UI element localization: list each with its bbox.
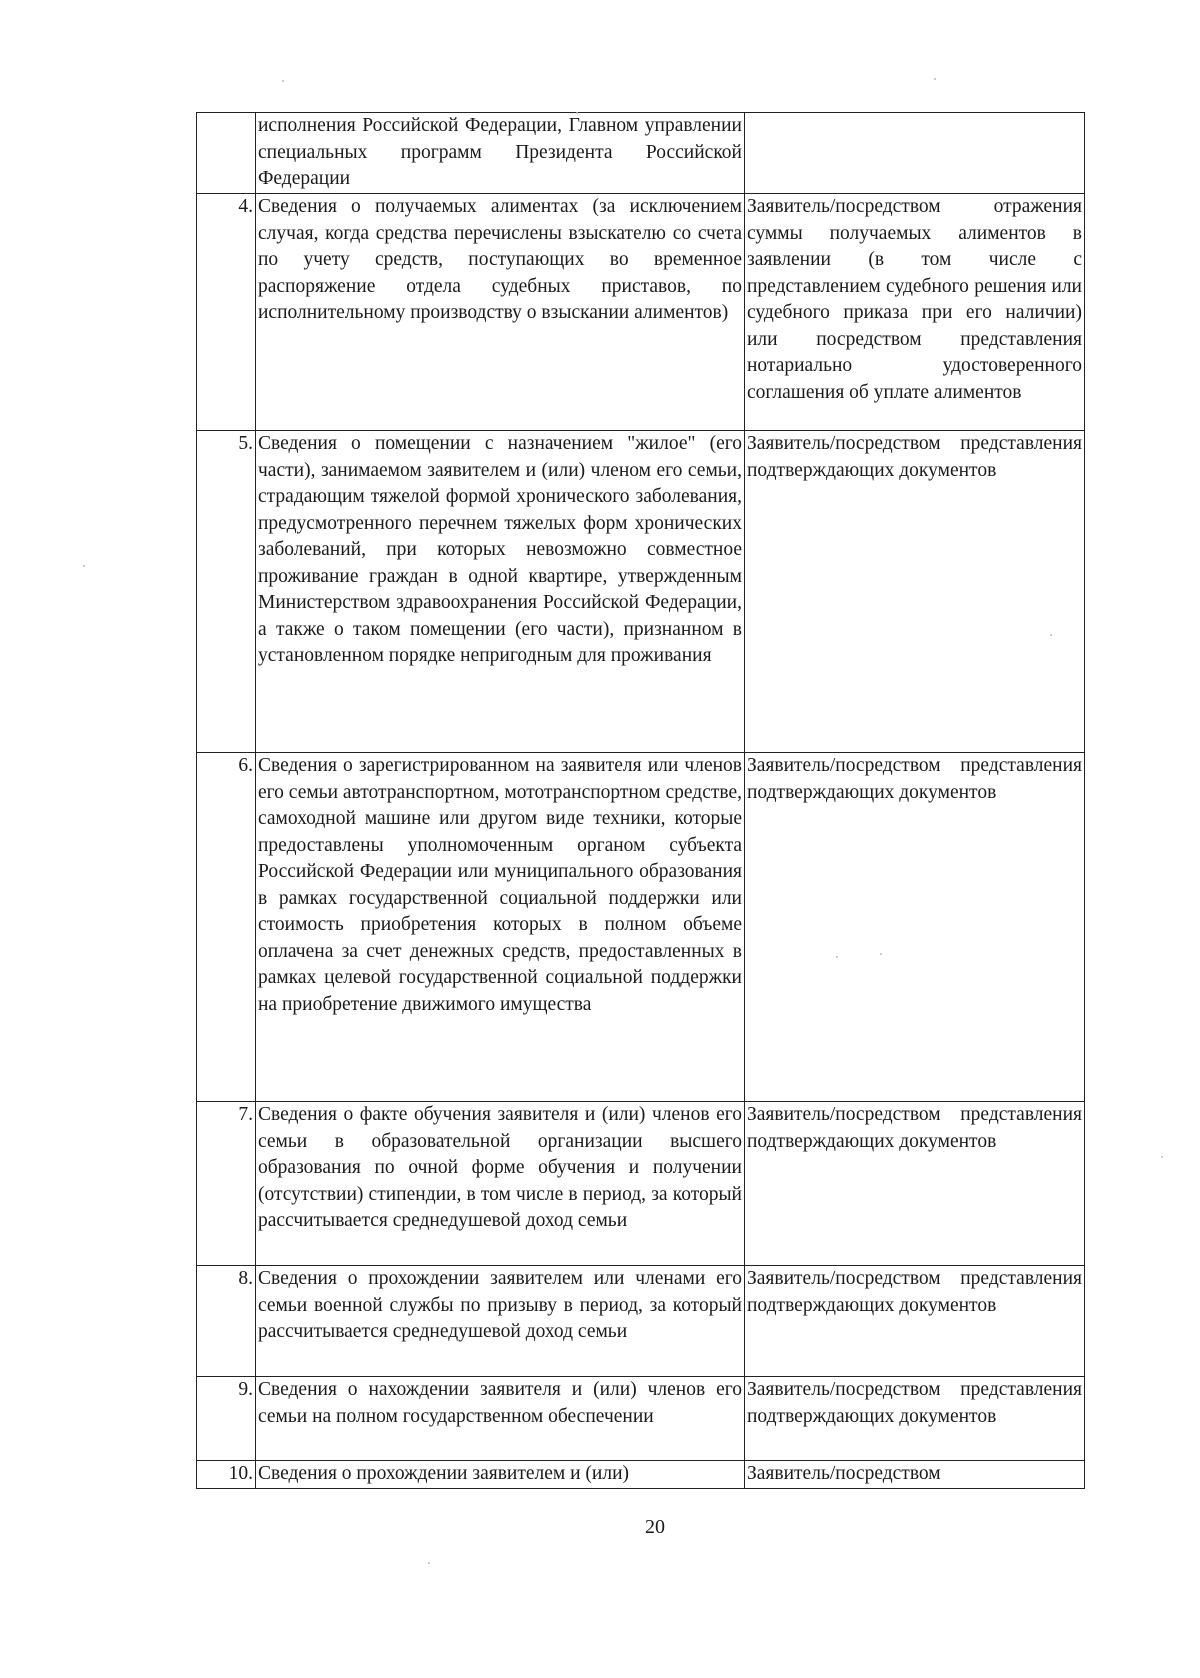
row-source <box>745 113 1085 194</box>
scan-speck <box>1050 634 1052 636</box>
row-number: 7. <box>197 1102 256 1266</box>
scan-speck <box>576 112 578 114</box>
table-row <box>197 753 1085 1102</box>
row-number: 6. <box>197 753 256 1102</box>
row-number <box>197 113 256 194</box>
row-source: Заявитель/посредством отражения суммы получаемых алиментов в заявлении (в том числе с представлением судебного решения или судебного приказа при его наличии) или посредством представления нотариально удостоверенного соглашения об уплате алиментов <box>745 194 1085 431</box>
scan-speck <box>1161 1156 1163 1158</box>
row-number: 5. <box>197 431 256 753</box>
scan-speck <box>836 956 838 958</box>
scan-speck <box>934 78 936 80</box>
table-row <box>197 1102 1085 1266</box>
row-description: Сведения о нахождении заявителя и (или) членов его семьи на полном государственном обеспечении <box>256 1377 745 1461</box>
row-description: исполнения Российской Федерации, Главном управлении специальных программ Президента Российской Федерации <box>256 113 745 194</box>
row-description: Сведения о факте обучения заявителя и (или) членов его семьи в образовательной организации высшего образования по очной форме обучения и получении (отсутствии) стипендии, в том числе в период, за который рассчитывается среднедушевой доход семьи <box>256 1102 745 1266</box>
row-number: 8. <box>197 1266 256 1377</box>
table-row <box>197 1266 1085 1377</box>
row-source: Заявитель/посредством представления подтверждающих документов <box>745 753 1085 1102</box>
row-source: Заявитель/посредством <box>745 1461 1085 1489</box>
row-source: Заявитель/посредством представления подтверждающих документов <box>745 1377 1085 1461</box>
row-number: 4. <box>197 194 256 431</box>
scan-speck <box>428 1562 430 1564</box>
table-row <box>197 1377 1085 1461</box>
row-source: Заявитель/посредством представления подтверждающих документов <box>745 1102 1085 1266</box>
row-number: 10. <box>197 1461 256 1489</box>
row-source: Заявитель/посредством представления подтверждающих документов <box>745 1266 1085 1377</box>
table-row <box>197 1461 1085 1489</box>
table-row <box>197 194 1085 431</box>
scan-speck <box>880 953 882 955</box>
row-description: Сведения о помещении с назначением "жилое" (его части), занимаемом заявителем и (или) членом его семьи, страдающим тяжелой формой хронического заболевания, предусмотренного перечнем тяжелых форм хронических заболеваний, при которых невозможно совместное проживание граждан в одной квартире, утвержденным Министерством здравоохранения Российской Федерации, а также о таком помещении (его части), признанном в установленном порядке непригодным для проживания <box>256 431 745 753</box>
documents-table <box>196 112 1085 1489</box>
row-description: Сведения о прохождении заявителем или членами его семьи военной службы по призыву в период, за который рассчитывается среднедушевой доход семьи <box>256 1266 745 1377</box>
row-source: Заявитель/посредством представления подтверждающих документов <box>745 431 1085 753</box>
row-description: Сведения о зарегистрированном на заявителя или членов его семьи автотранспортном, мототранспортном средстве, самоходной машине или другом виде техники, которые предоставлены уполномоченным органом субъекта Российской Федерации или муниципального образования в рамках государственной социальной поддержки или стоимость приобретения которых в полном объеме оплачена за счет денежных средств, предоставленных в рамках целевой государственной социальной поддержки на приобретение движимого имущества <box>256 753 745 1102</box>
scan-speck <box>282 80 284 82</box>
scan-speck <box>83 565 85 567</box>
row-description: Сведения о прохождении заявителем и (или) <box>256 1461 745 1489</box>
table-row <box>197 113 1085 194</box>
page-number: 20 <box>645 1516 665 1538</box>
row-description: Сведения о получаемых алиментах (за исключением случая, когда средства перечислены взыскателю со счета по учету средств, поступающих во временное распоряжение отдела судебных приставов, по исполнительному производству о взыскании алиментов) <box>256 194 745 431</box>
row-number: 9. <box>197 1377 256 1461</box>
table-row <box>197 431 1085 753</box>
